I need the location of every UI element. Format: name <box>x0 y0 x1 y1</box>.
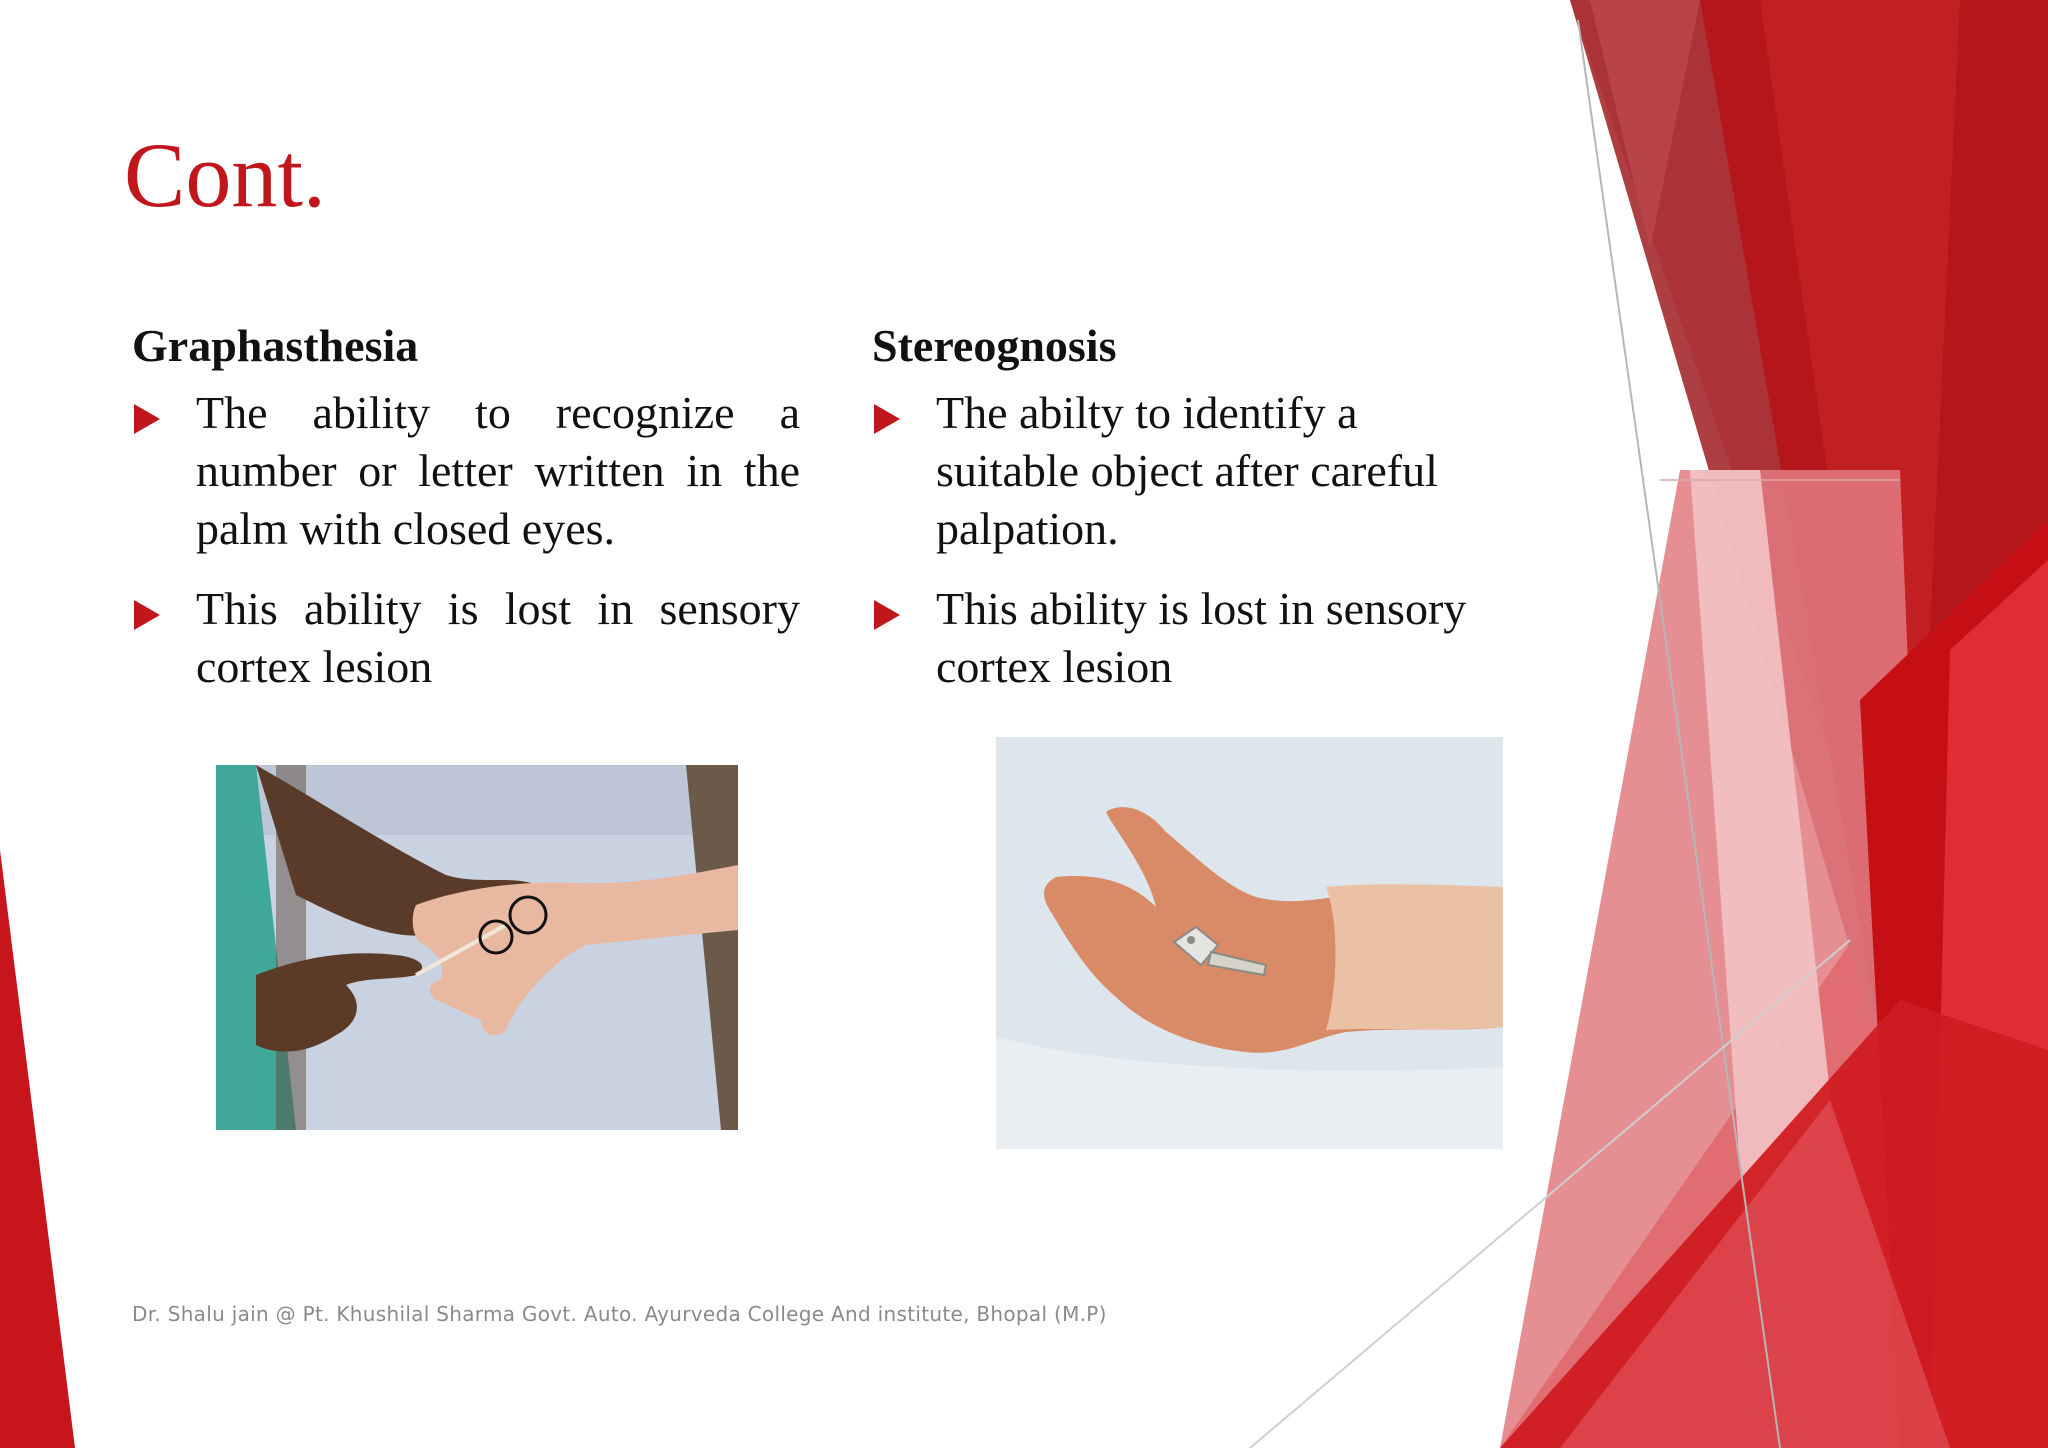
column-graphasthesia <box>132 318 800 718</box>
column-stereognosis <box>872 318 1512 718</box>
list-item <box>132 384 800 558</box>
bullet-arrow-icon <box>134 404 160 434</box>
stereognosis-photo <box>996 737 1503 1149</box>
list-item <box>872 384 1512 558</box>
bullet-arrow-icon <box>874 600 900 630</box>
footer-credit: Dr. Shalu jain @ Pt. Khushilal Sharma Govt. Auto. Ayurveda College And institute, Bhopal (M.P) <box>132 1302 1107 1326</box>
bullet-text: The abilty to identify a suitable object after careful palpation. <box>936 387 1438 554</box>
graphasthesia-heading: Graphasthesia <box>132 320 419 371</box>
slide-title: Cont. <box>124 124 326 226</box>
bullet-text: This ability is lost in sensory cortex lesion <box>196 583 800 692</box>
graphesthesia-photo <box>216 765 738 1130</box>
list-item <box>872 580 1512 696</box>
list-item <box>132 580 800 696</box>
stereognosis-heading: Stereognosis <box>872 320 1117 371</box>
bullet-arrow-icon <box>134 600 160 630</box>
bullet-text: The ability to recognize a number or letter written in the palm with closed eyes. <box>196 387 800 554</box>
bullet-arrow-icon <box>874 404 900 434</box>
bullet-text: This ability is lost in sensory cortex lesion <box>936 583 1467 692</box>
